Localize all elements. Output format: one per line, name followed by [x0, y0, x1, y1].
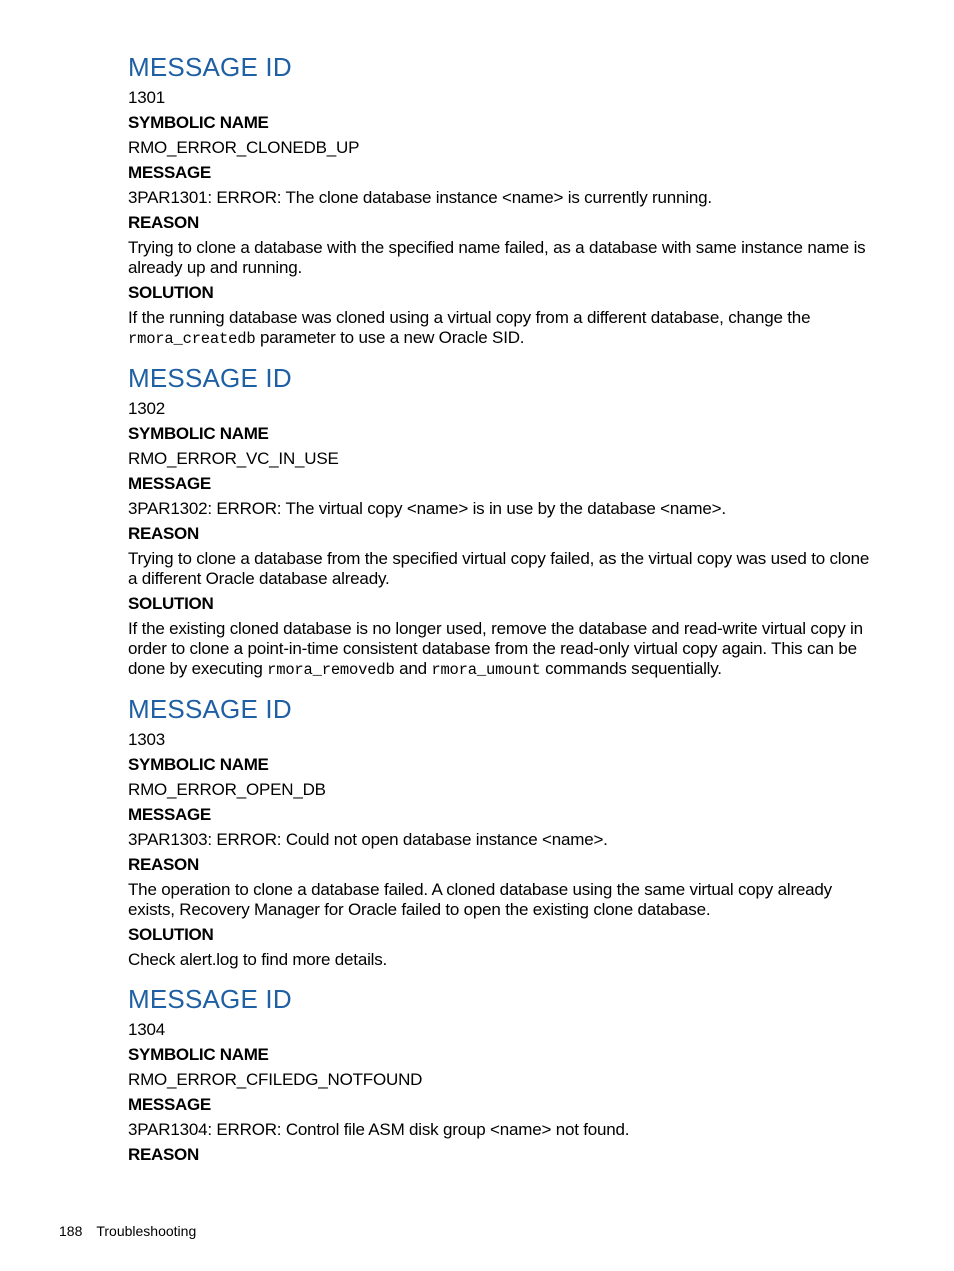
section-name: Troubleshooting: [96, 1223, 197, 1239]
document-page: [128, 50, 870, 1178]
solution-label: SOLUTION: [128, 925, 214, 944]
message-text: 3PAR1301: ERROR: The clone database instance <name> is currently running.: [128, 188, 712, 207]
message-text: 3PAR1304: ERROR: Control file ASM disk group <name> not found.: [128, 1120, 630, 1139]
symbolic-name-label: SYMBOLIC NAME: [128, 755, 269, 774]
solution-text-part: parameter to use a new Oracle SID.: [255, 328, 525, 347]
solution-text-part: and: [394, 659, 432, 678]
symbolic-name-value: RMO_ERROR_OPEN_DB: [128, 780, 326, 799]
symbolic-name-value: RMO_ERROR_CFILEDG_NOTFOUND: [128, 1070, 423, 1089]
solution-text-part: commands sequentially.: [540, 659, 722, 678]
solution-text: [128, 619, 870, 680]
page-number: 188: [59, 1223, 83, 1239]
solution-command: rmora_createdb: [128, 330, 256, 348]
message-id-value: 1304: [128, 1020, 166, 1039]
reason-text: Trying to clone a database from the specified virtual copy failed, as the virtual copy was used to clone a different Oracle database already.: [128, 549, 870, 588]
message-entry-1301: [128, 50, 870, 349]
solution-command: rmora_removedb: [267, 661, 395, 679]
solution-text: [128, 308, 870, 349]
solution-text-part: Check alert.log to find more details.: [128, 950, 388, 969]
message-id-heading: MESSAGE ID: [128, 694, 292, 724]
solution-text-part: If the running database was cloned using a virtual copy from a different database, change the: [128, 308, 811, 327]
solution-label: SOLUTION: [128, 594, 214, 613]
reason-label: REASON: [128, 213, 199, 232]
message-id-heading: MESSAGE ID: [128, 52, 292, 82]
message-label: MESSAGE: [128, 163, 211, 182]
reason-label: REASON: [128, 855, 199, 874]
message-label: MESSAGE: [128, 474, 211, 493]
message-entry-1302: [128, 361, 870, 680]
message-label: MESSAGE: [128, 1095, 211, 1114]
reason-label: REASON: [128, 1145, 199, 1164]
message-id-value: 1303: [128, 730, 166, 749]
message-entry-1303: [128, 692, 870, 970]
solution-label: SOLUTION: [128, 283, 214, 302]
symbolic-name-value: RMO_ERROR_CLONEDB_UP: [128, 138, 360, 157]
symbolic-name-label: SYMBOLIC NAME: [128, 424, 269, 443]
message-id-heading: MESSAGE ID: [128, 984, 292, 1014]
reason-text: Trying to clone a database with the specified name failed, as a database with same instance name is already up and running.: [128, 238, 866, 277]
reason-label: REASON: [128, 524, 199, 543]
message-id-value: 1302: [128, 399, 166, 418]
message-id-value: 1301: [128, 88, 166, 107]
symbolic-name-label: SYMBOLIC NAME: [128, 113, 269, 132]
message-label: MESSAGE: [128, 805, 211, 824]
solution-text: [128, 950, 870, 970]
solution-command: rmora_umount: [431, 661, 541, 679]
message-entry-1304: [128, 982, 870, 1166]
symbolic-name-value: RMO_ERROR_VC_IN_USE: [128, 449, 339, 468]
solution-text-part: If the existing cloned database is no longer used, remove the database and read-write virtual copy in order to clone a point-in-time consistent database from the read-only virtual copy again. This can be done by executing: [128, 619, 863, 678]
reason-text: The operation to clone a database failed. A cloned database using the same virtual copy already exists, Recovery Manager for Oracle failed to open the existing clone database.: [128, 880, 832, 919]
message-id-heading: MESSAGE ID: [128, 363, 292, 393]
symbolic-name-label: SYMBOLIC NAME: [128, 1045, 269, 1064]
message-text: 3PAR1302: ERROR: The virtual copy <name> is in use by the database <name>.: [128, 499, 726, 518]
page-footer: [59, 1222, 196, 1240]
message-text: 3PAR1303: ERROR: Could not open database instance <name>.: [128, 830, 608, 849]
